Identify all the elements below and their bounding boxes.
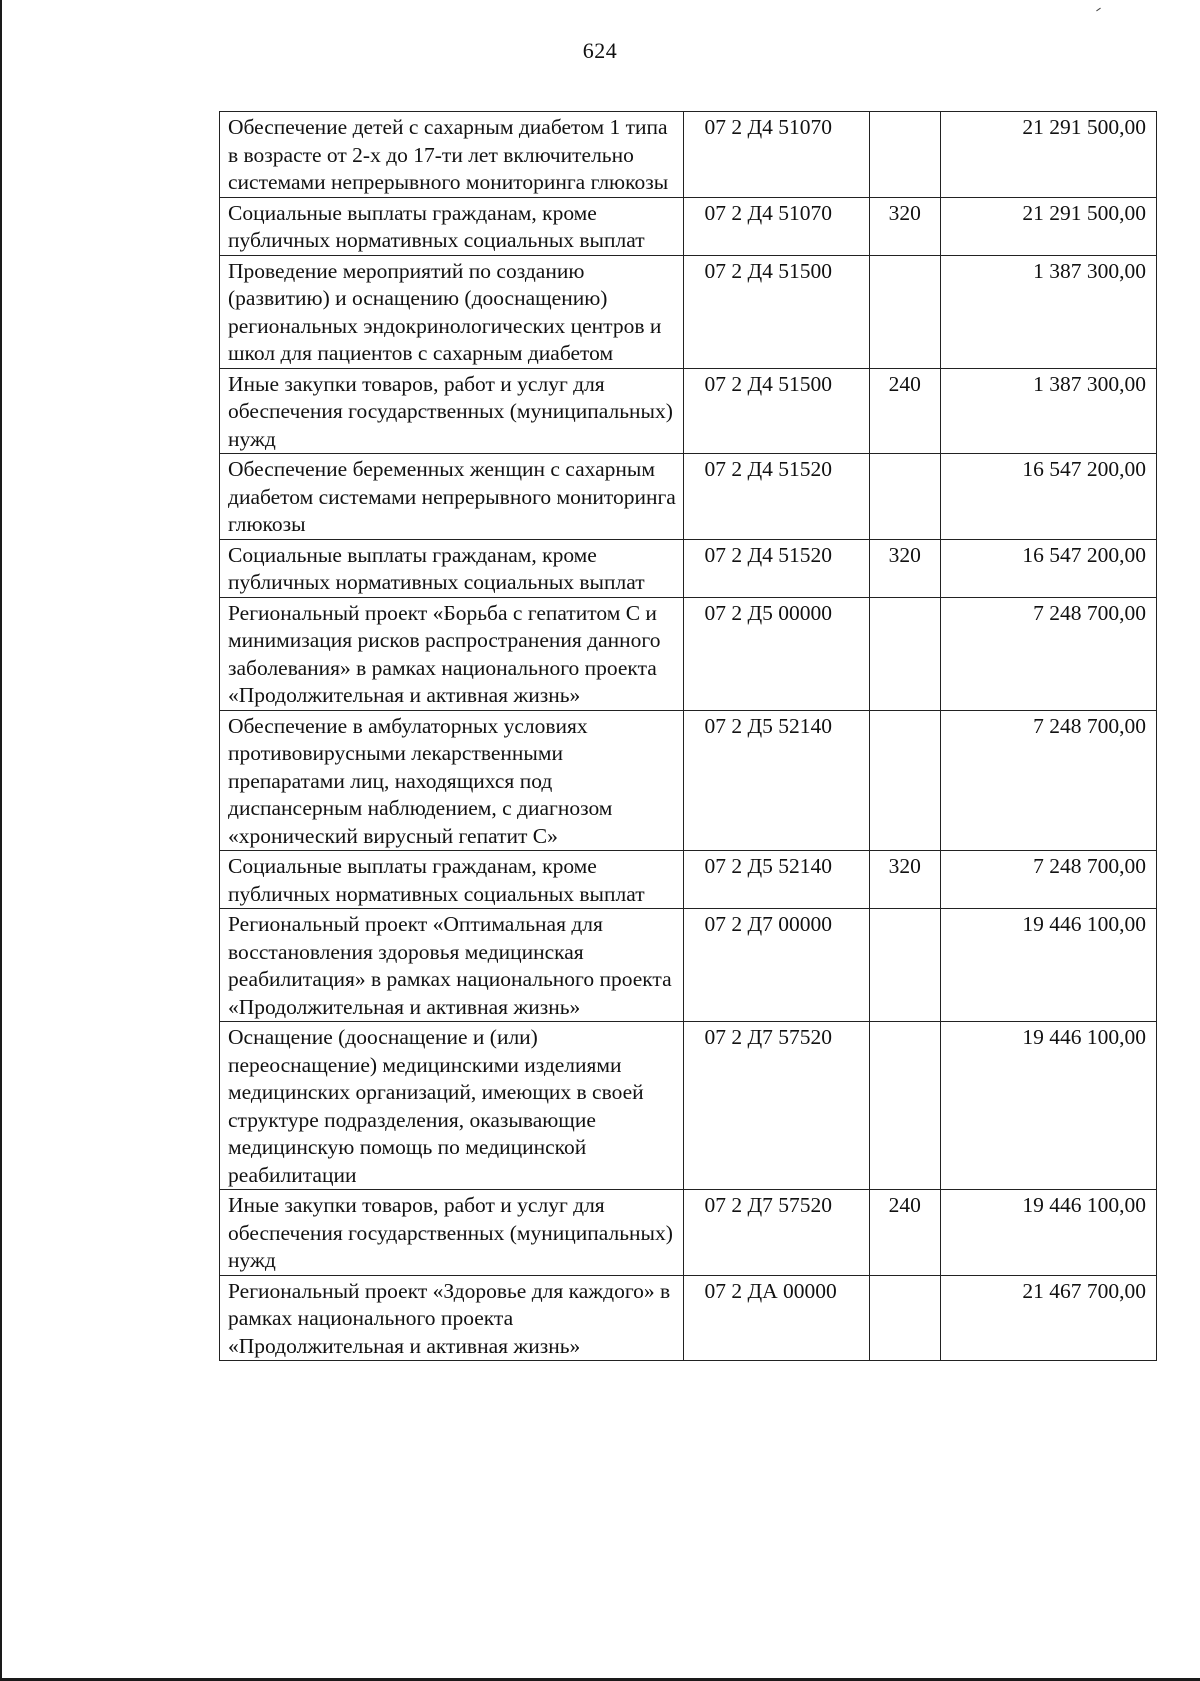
expense-type	[869, 1022, 940, 1190]
item-name: Региональный проект «Борьба с гепатитом С и минимизация рисков распространения данного заболевания» в рамках национального проекта «Продолжительная и активная жизнь»	[220, 597, 684, 710]
scan-speck	[1096, 8, 1101, 12]
item-name: Проведение мероприятий по созданию (развитию) и оснащению (дооснащению) региональных эндокринологических центров и школ для пациентов с сахарным диабетом	[220, 255, 684, 368]
item-name: Иные закупки товаров, работ и услуг для обеспечения государственных (муниципальных) нужд	[220, 1190, 684, 1276]
table-row	[220, 1022, 1157, 1190]
target-code: 07 2 Д7 57520	[684, 1190, 869, 1276]
expense-type	[869, 112, 940, 198]
expense-type	[869, 1275, 940, 1361]
expense-type: 320	[869, 539, 940, 597]
table-row	[220, 539, 1157, 597]
target-code: 07 2 Д4 51070	[684, 197, 869, 255]
item-name: Социальные выплаты гражданам, кроме публичных нормативных социальных выплат	[220, 197, 684, 255]
amount: 21 291 500,00	[940, 112, 1156, 198]
expense-type: 240	[869, 1190, 940, 1276]
amount: 16 547 200,00	[940, 539, 1156, 597]
amount: 21 467 700,00	[940, 1275, 1156, 1361]
item-name: Региональный проект «Оптимальная для восстановления здоровья медицинская реабилитация» в рамках национального проекта «Продолжительная и активная жизнь»	[220, 909, 684, 1022]
target-code: 07 2 Д7 00000	[684, 909, 869, 1022]
page-number: 624	[582, 38, 618, 63]
expense-type	[869, 255, 940, 368]
item-name: Обеспечение беременных женщин с сахарным диабетом системами непрерывного мониторинга глюкозы	[220, 454, 684, 540]
table-row	[220, 710, 1157, 851]
target-code: 07 2 ДА 00000	[684, 1275, 869, 1361]
amount: 19 446 100,00	[940, 909, 1156, 1022]
item-name: Региональный проект «Здоровье для каждого» в рамках национального проекта «Продолжительная и активная жизнь»	[220, 1275, 684, 1361]
table-row	[220, 909, 1157, 1022]
item-name: Социальные выплаты гражданам, кроме публичных нормативных социальных выплат	[220, 539, 684, 597]
item-name: Иные закупки товаров, работ и услуг для обеспечения государственных (муниципальных) нужд	[220, 368, 684, 454]
table-row	[220, 197, 1157, 255]
amount: 1 387 300,00	[940, 255, 1156, 368]
expense-type	[869, 710, 940, 851]
target-code: 07 2 Д4 51500	[684, 255, 869, 368]
amount: 21 291 500,00	[940, 197, 1156, 255]
target-code: 07 2 Д5 00000	[684, 597, 869, 710]
expense-type	[869, 597, 940, 710]
expense-type	[869, 454, 940, 540]
target-code: 07 2 Д4 51500	[684, 368, 869, 454]
table-row	[220, 597, 1157, 710]
target-code: 07 2 Д7 57520	[684, 1022, 869, 1190]
table-row	[220, 1275, 1157, 1361]
table-row	[220, 112, 1157, 198]
amount: 19 446 100,00	[940, 1022, 1156, 1190]
target-code: 07 2 Д5 52140	[684, 851, 869, 909]
amount: 7 248 700,00	[940, 851, 1156, 909]
amount: 1 387 300,00	[940, 368, 1156, 454]
amount: 19 446 100,00	[940, 1190, 1156, 1276]
expense-type: 320	[869, 851, 940, 909]
item-name: Социальные выплаты гражданам, кроме публичных нормативных социальных выплат	[220, 851, 684, 909]
amount: 16 547 200,00	[940, 454, 1156, 540]
item-name: Обеспечение в амбулаторных условиях противовирусными лекарственными препаратами лиц, находящихся под диспансерным наблюдением, с диагнозом «хронический вирусный гепатит С»	[220, 710, 684, 851]
table-row	[220, 1190, 1157, 1276]
target-code: 07 2 Д4 51070	[684, 112, 869, 198]
expense-type	[869, 909, 940, 1022]
expense-type: 240	[869, 368, 940, 454]
amount: 7 248 700,00	[940, 710, 1156, 851]
item-name: Оснащение (дооснащение и (или) переоснащение) медицинскими изделиями медицинских организаций, имеющих в своей структуре подразделения, оказывающие медицинскую помощь по медицинской реабилитации	[220, 1022, 684, 1190]
budget-table-body	[220, 112, 1157, 1361]
table-row	[220, 368, 1157, 454]
target-code: 07 2 Д4 51520	[684, 539, 869, 597]
budget-table	[219, 111, 1157, 1361]
expense-type: 320	[869, 197, 940, 255]
table-row	[220, 454, 1157, 540]
target-code: 07 2 Д5 52140	[684, 710, 869, 851]
amount: 7 248 700,00	[940, 597, 1156, 710]
scan-edge-left	[0, 0, 2, 1681]
table-row	[220, 851, 1157, 909]
table-row	[220, 255, 1157, 368]
target-code: 07 2 Д4 51520	[684, 454, 869, 540]
item-name: Обеспечение детей с сахарным диабетом 1 типа в возрасте от 2-х до 17-ти лет включительно системами непрерывного мониторинга глюкозы	[220, 112, 684, 198]
